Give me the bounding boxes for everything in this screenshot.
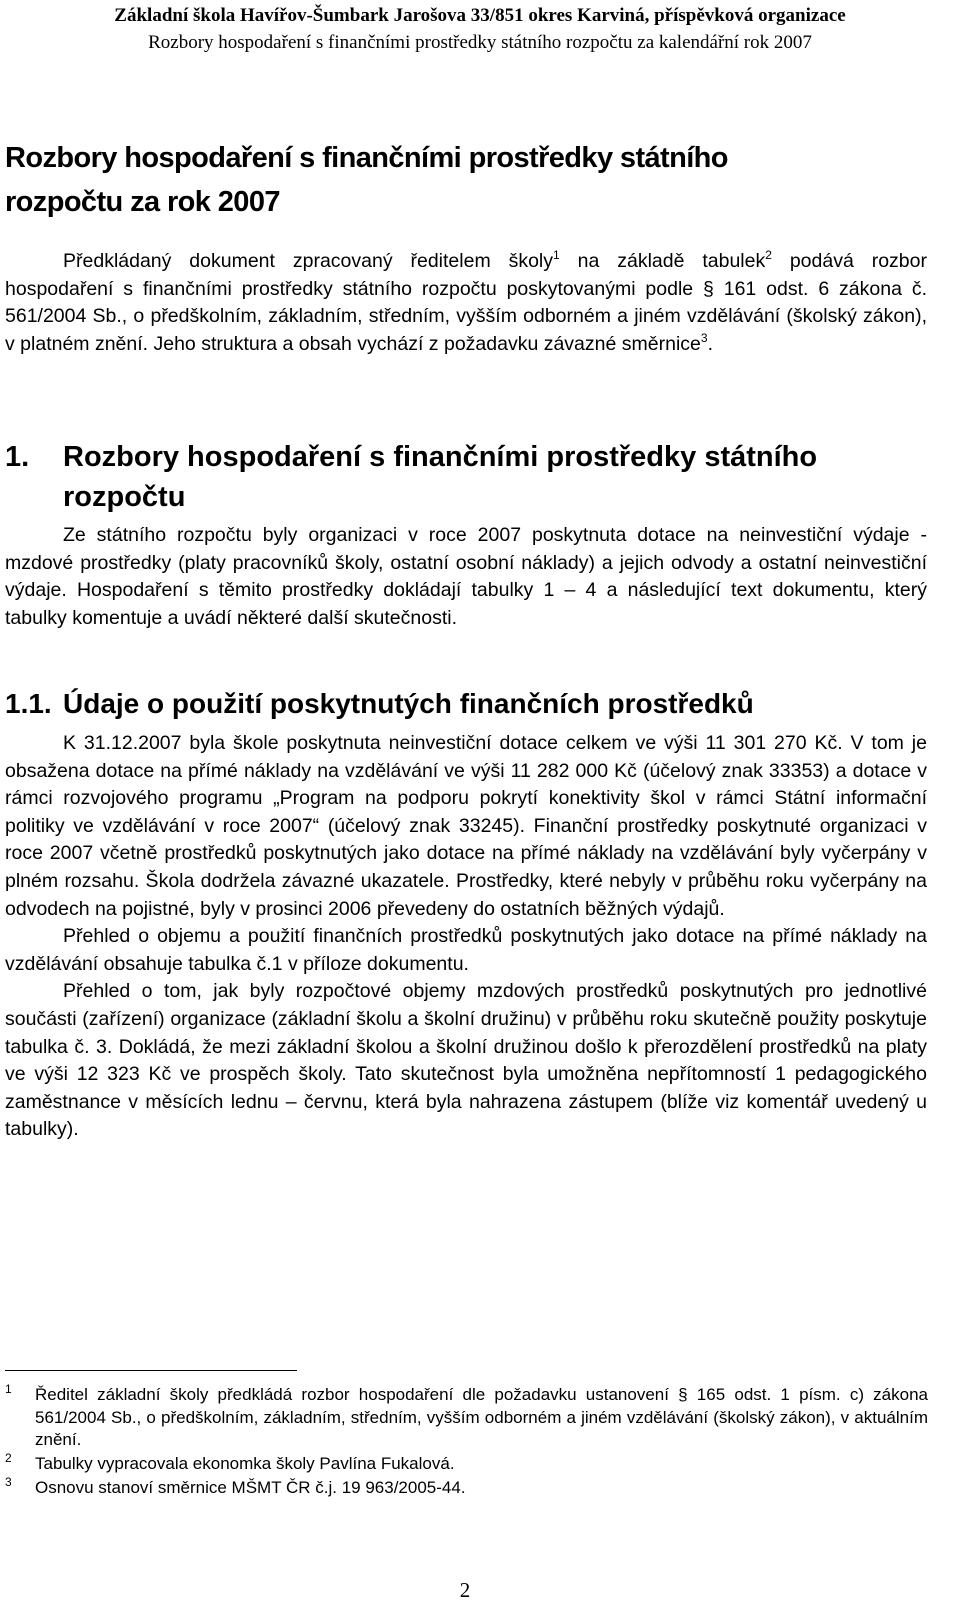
section-1-paragraph: Ze státního rozpočtu byly organizaci v roce 2007 poskytnuta dotace na neinvestiční výdaje - mzdové prostředky (platy pracovníků školy, ostatní osobní náklady) a jejich odvody a ostatní neinvestiční výdaje. Hospodaření s těmito prostředky dokládají tabulky 1 – 4 a následující text dokumentu, který tabulky komentuje a uvádí některé další skutečnosti.	[5, 524, 927, 629]
section-1-number: 1.	[5, 441, 30, 473]
intro-paragraph	[5, 248, 927, 358]
footnote-1	[5, 1384, 927, 1454]
header-document-subtitle: Rozbory hospodaření s finančními prostředky státního rozpočtu za kalendářní rok 2007	[148, 32, 812, 53]
section-1-heading	[5, 437, 935, 517]
section-1-1-paragraph-2: Přehled o objemu a použití finančních prostředků poskytnutých jako dotace na přímé náklady na vzdělávání obsahuje tabulka č.1 v příloze dokumentu.	[5, 925, 927, 975]
footnote-2-mark: 2	[5, 1451, 12, 1465]
section-1-1-body	[5, 730, 927, 1144]
section-1-title-line2: rozpočtu	[63, 481, 186, 513]
section-1-1-number: 1.1.	[5, 688, 52, 719]
section-1-1-title: Údaje o použití poskytnutých finančních prostředků	[63, 688, 754, 719]
section-1-title-line1: Rozbory hospodaření s finančními prostředky státního	[63, 441, 818, 473]
section-1-1-paragraph-1: K 31.12.2007 byla škole poskytnuta neinvestiční dotace celkem ve výši 11 301 270 Kč. V tom je obsažena dotace na přímé náklady na vzdělávání ve výši 11 282 000 Kč (účelový znak 33353) a dotace v rámci rozvojového programu „Program na podporu pokrytí konektivity škol v rámci Státní informační politiky ve vzdělávání v roce 2007“ (účelový znak 33245). Finanční prostředky poskytnuté organizaci v roce 2007 včetně prostředků poskytnutých jako dotace na přímé náklady na vzdělávání byly vyčerpány v plném rozsahu. Škola dodržela závazné ukazatele. Prostředky, které nebyly v průběhu roku vyčerpány na odvodech na pojistné, byly v prosinci 2006 převedeny do ostatních běžných výdajů.	[5, 732, 927, 920]
intro-text-1: Předkládaný dokument zpracovaný ředitelem školy	[63, 250, 554, 272]
section-1-1-heading	[5, 686, 935, 722]
footnote-1-mark: 1	[5, 1382, 12, 1396]
document-title	[5, 136, 945, 224]
header-school-name: Základní škola Havířov-Šumbark Jarošova 33/851 okres Karviná, příspěvková organizace	[114, 5, 846, 26]
footnote-2-text: Tabulky vypracovala ekonomka školy Pavlína Fukalová.	[35, 1454, 455, 1473]
document-title-line2: rozpočtu za rok 2007	[5, 186, 280, 218]
intro-text-4: .	[707, 332, 713, 355]
footnote-separator	[5, 1370, 297, 1371]
section-1-1-paragraph-3: Přehled o tom, jak byly rozpočtové objemy mzdových prostředků poskytnutých pro jednotlivé součásti (zařízení) organizace (základní školu a školní družinu) v průběhu roku skutečně použity poskytuje tabulka č. 3. Dokládá, že mezi základní školou a školní družinou došlo k přerozdělení prostředků na platy ve výši 12 323 Kč ve prospěch školy. Tato skutečnost byla umožněna nepřítomností 1 pedagogického zaměstnance v měsících lednu – červnu, která byla nahrazena zástupem (blíže viz komentář uvedený u tabulky).	[5, 980, 927, 1141]
footnote-ref-3[interactable]: 3	[700, 330, 708, 345]
footnote-1-text: Ředitel základní školy předkládá rozbor hospodaření dle požadavku ustanovení § 165 odst. 1 písm. c) zákona 561/2004 Sb., o předškolním, základním, středním, vyšším odborném a jiném vzdělávání (školský zákon), v aktuálním znění.	[35, 1385, 928, 1449]
footnote-ref-2[interactable]: 2	[765, 248, 772, 262]
footnote-3-mark: 3	[5, 1475, 12, 1489]
document-title-line1: Rozbory hospodaření s finančními prostředky státního	[5, 142, 728, 174]
page-number: 2	[459, 1578, 471, 1602]
footnote-ref-1[interactable]: 1	[553, 248, 560, 262]
intro-text-2: na základě tabulek	[559, 250, 766, 272]
intro-text-3: podává rozbor hospodaření s finančními prostředky státního rozpočtu poskytovanými podle § 161 odst. 6 zákona č. 561/2004 Sb., o předškolním, základním, středním, vyšším odborném a jiném vzdělávání (školský zákon), v platném znění. Jeho struktura a obsah vychází z požadavku závazné směrnice	[5, 250, 927, 355]
footnote-2	[5, 1453, 927, 1477]
footnote-3-text: Osnovu stanoví směrnice MŠMT ČR č.j. 19 963/2005-44.	[35, 1478, 466, 1497]
footnote-3	[5, 1477, 927, 1501]
